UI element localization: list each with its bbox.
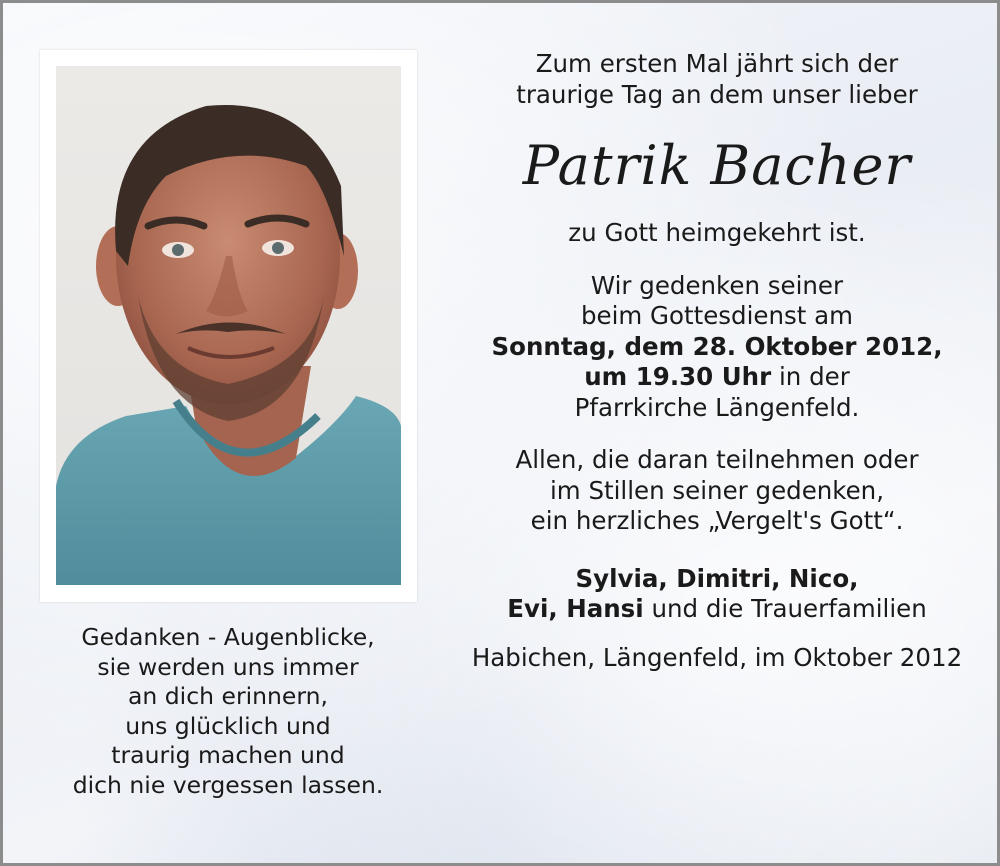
family-line-2 (431, 594, 1000, 625)
intro-line-1: Zum ersten Mal jährt sich der (535, 49, 899, 78)
thanks-line-3: ein herzliches „Vergelt's Gott“. (530, 506, 904, 535)
poem-line: traurig machen und (111, 741, 345, 769)
thanks-line-2: im Stillen seiner gedenken, (549, 475, 885, 505)
family-names-2: Evi, Hansi (507, 594, 644, 623)
notice-text (431, 49, 1000, 673)
poem-line: dich nie vergessen lassen. (72, 770, 384, 799)
portrait-photo (56, 66, 401, 585)
service-place: Pfarrkirche Längenfeld. (574, 392, 860, 422)
service-time (431, 362, 1000, 393)
deceased-name: Patrik Bacher (522, 134, 912, 197)
place-date: Habichen, Längenfeld, im Oktober 2012 (471, 642, 963, 672)
portrait-frame (40, 50, 417, 602)
service-date (431, 332, 1000, 363)
service-block (431, 271, 1000, 424)
after-name-line: zu Gott heimgekehrt ist. (568, 218, 866, 247)
family-names-1: Sylvia, Dimitri, Nico, (575, 563, 859, 593)
family-line-1 (431, 564, 1000, 595)
service-time-bold: um 19.30 Uhr (584, 362, 772, 391)
poem-block (43, 623, 413, 800)
poem-line: an dich erinnern, (127, 682, 328, 710)
thanks-block (431, 445, 1000, 537)
intro-line-2: traurige Tag an dem unser lieber (516, 79, 918, 109)
poem-line: Gedanken - Augenblicke, (81, 623, 375, 651)
service-line-2: beim Gottesdienst am (580, 301, 854, 330)
family-block (431, 564, 1000, 625)
service-time-rest: in der (771, 362, 850, 391)
service-date-text: Sonntag, dem 28. Oktober 2012, (491, 331, 943, 361)
thanks-line-1: Allen, die daran teilnehmen oder (515, 445, 919, 474)
poem-line: uns glücklich und (125, 711, 331, 740)
service-line-1: Wir gedenken seiner (590, 270, 844, 300)
family-rest: und die Trauerfamilien (643, 594, 927, 623)
poem-line: sie werden uns immer (97, 652, 359, 681)
